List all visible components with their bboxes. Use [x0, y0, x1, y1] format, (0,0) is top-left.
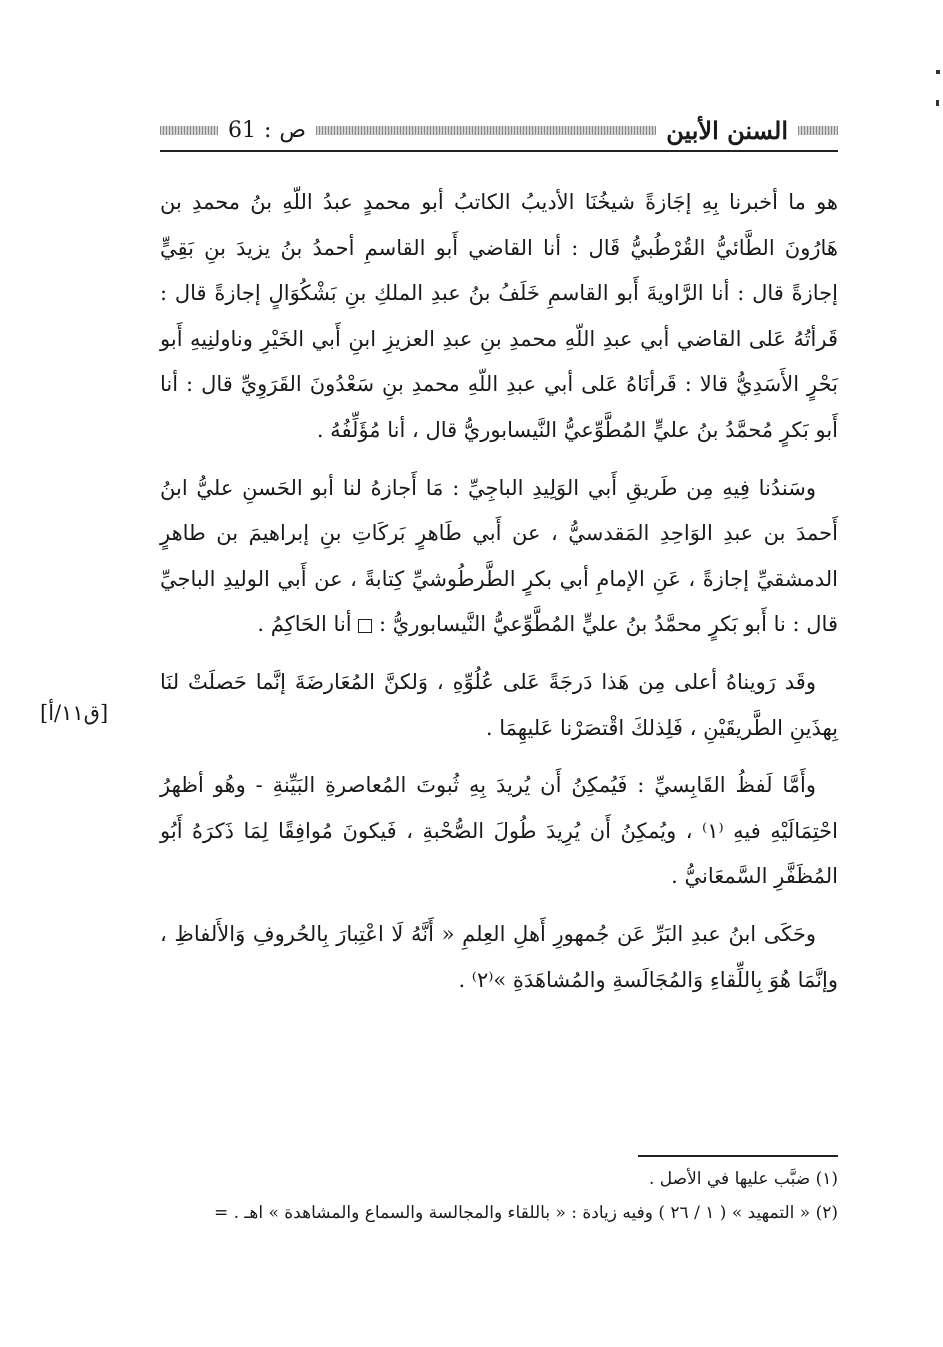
header-ornament-bar [160, 126, 218, 135]
footnotes [160, 1162, 838, 1230]
header-rule [160, 150, 838, 152]
running-header [160, 112, 838, 148]
paragraph: وأَمَّا لَفظُ القَابِسيِّ : فَيُمكِنُ أَن يُريدَ بِهِ ثُبوتَ المُعاصرةِ البَيِّنةِ - وهُو أظهرُ احْتِمَالَيْهِ فيهِ ⁽١⁾ ، ويُمكِنُ أَن يُرِيدَ طُولَ الصُّحْبةِ ، فَيكونَ مُوافِقًا لِمَا ذَكرَهُ أَبُو المُظَفَّرِ السَّمعَانيُّ . [160, 773, 838, 889]
scan-speck [936, 70, 940, 74]
margin-folio-marker: [ق١١/أ] [40, 701, 109, 725]
main-text [160, 180, 838, 1003]
scan-speck [936, 100, 939, 106]
header-ornament-bar [798, 126, 838, 135]
paragraph-text: وسَندُنا فِيهِ مِن طَريقِ أَبي الوَلِيدِ الباجِيِّ : مَا أَجازهُ لنا أبو الحَسنِ عليُّ ابنُ أَحمدَ بن عبدِ الوَاحِدِ المَقدسيُّ ، عن أَبي طَاهرٍ بَركَاتِ بنِ إبراهيمَ بن طاهرٍ الدمشقيِّ إجازةً ، عَنِ الإمامِ أبي بكرٍ الطَّرطُوشيِّ كِتابةً ، عن أَبي الوليدِ الباجيِّ قال : نا أَبو بَكرٍ محمَّدُ بنُ عليٍّ المُطَّوِّعيُّ النَّيسابوريُّ : [160, 475, 838, 637]
footnote: (٢) « التمهيد » ( ١ / ٢٦ ) وفيه زيادة : « باللقاء والمجالسة والسماع والمشاهدة » اهـ . = [213, 1203, 838, 1223]
page-label: ص [279, 117, 307, 143]
paragraph: وحَكَى ابنُ عبدِ البَرِّ عَن جُمهورِ أَهلِ العِلمِ « أَنَّهُ لَا اعْتِبارَ بِالحُروفِ وَالأَلفاظِ ، وإنَّمَا هُوَ بِاللِّقاءِ وَالمُجَالَسةِ والمُشاهَدَةِ »⁽٢⁾ . [160, 921, 838, 992]
page-number: 61 [228, 117, 256, 143]
paragraph [160, 466, 838, 648]
header-ornament-bar [316, 126, 656, 135]
header-page-number [228, 118, 306, 143]
page-separator: : [264, 117, 272, 143]
paragraph: وقَد رَويناهُ أعلى مِن هَذا دَرجَةً عَلى عُلُوِّهِ ، وَلكنَّ المُعَارضَةَ إنَّما حَصلَتْ لنَا بِهذَينِ الطَّريقَيْنِ ، فَلِذلكَ اقْتصَرْنا عَليهِمَا . [160, 669, 838, 740]
paragraph: هو ما أخبرنا بِهِ إجَازةً شيخُنَا الأديبُ الكاتبُ أبو محمدٍ عبدُ اللّهِ بنُ محمدِ بن هَارُونَ الطَّائيُّ القُرْطُبيُّ قَال : أنا القاضي أَبو القاسمِ أحمدُ بنُ يزيدَ بنِ بَقِيٍّ إجازةً قال : أنا الرَّاويةَ أَبو القاسمِ خَلَفُ بنُ عبدِ الملكِ بنِ بَشْكُوَالٍ إجازةً قال : قَرأتُهُ عَلى القاضي أبي عبدِ اللّهِ محمدِ بنِ عبدِ العزيزِ ابنِ أَبي الخَيْرِ وناولنِيهِ أَبو بَحْرٍ الأَسَدِيُّ قالا : قَرأنَاهُ عَلى أبي عبدِ اللّهِ محمدِ بنِ سَعْدُونَ القَرَوِيِّ قال : أنا أَبو بَكرٍ مُحمَّدُ بنُ عليٍّ المُطَّوِّعيُّ النَّيسابوريُّ قال ، أنا مُؤَلِّفُهُ . [160, 190, 838, 442]
paragraph-tail: أنا الحَاكِمُ . [257, 612, 352, 637]
manuscript-folio-mark-icon [358, 619, 372, 633]
footnote: (١) ضبَّب عليها في الأصل . [648, 1169, 838, 1189]
footnote-rule [638, 1155, 838, 1157]
header-title: السنن الأبين [666, 115, 788, 145]
